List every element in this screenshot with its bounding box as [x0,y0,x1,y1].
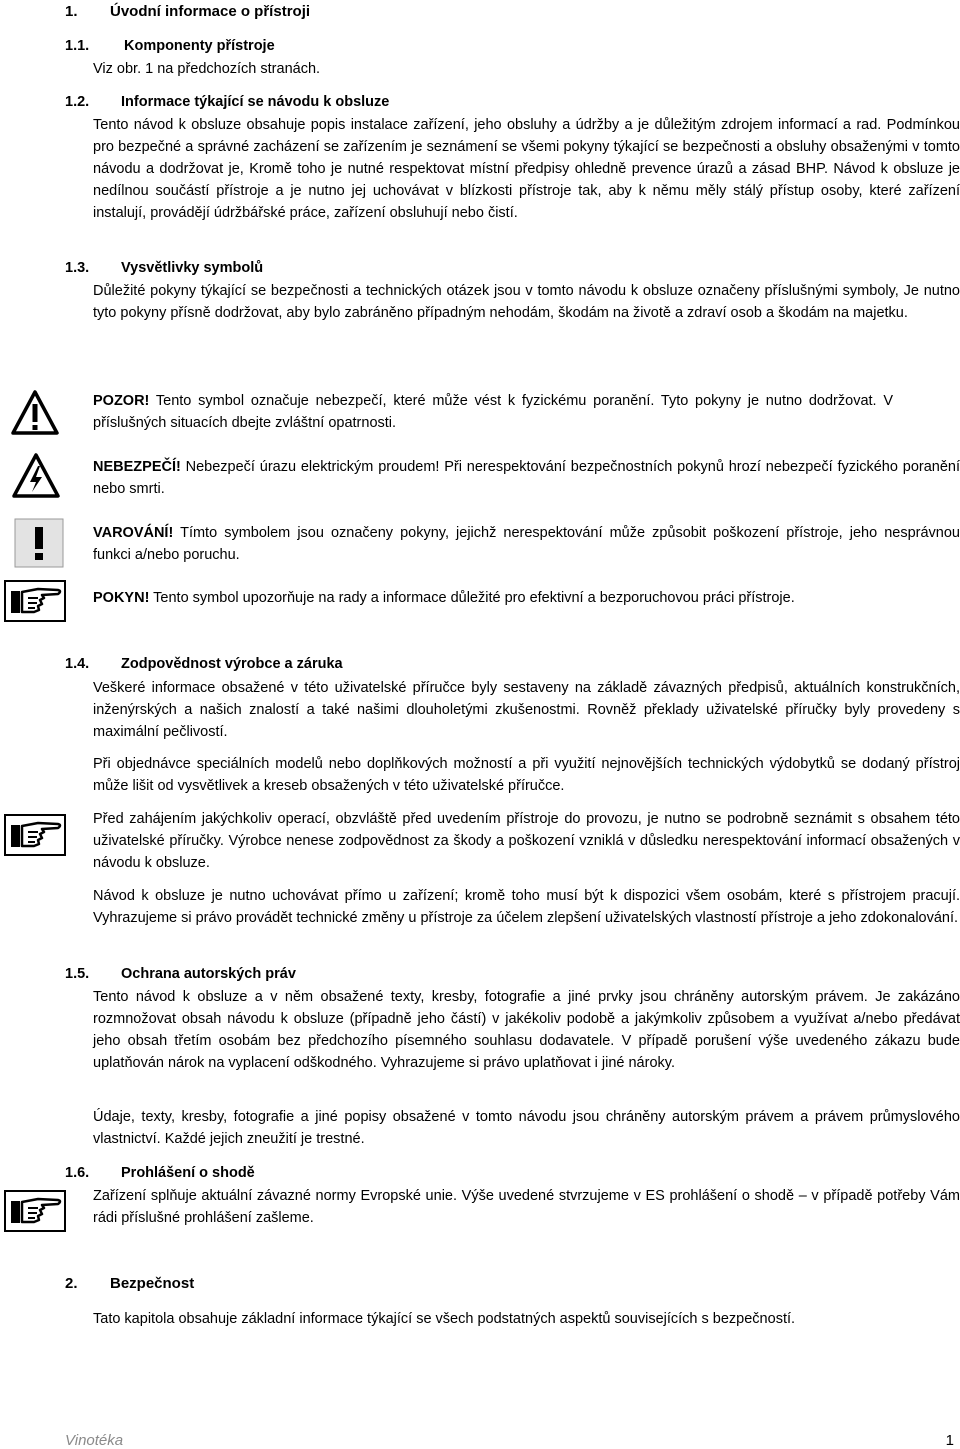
section-text: Důležité pokyny týkající se bezpečnosti a technických otázek jsou v tomto návodu k obsluze označeny příslušnými symboly, Je nutno tyto pokyny přísně dodržovat, aby bylo zabráněno případným nehodám, škodám na životě a zdraví osob a škodám na majetku. [93,283,960,321]
paragraph: Před zahájením jakýchkoliv operací, obzvláště před uvedením přístroje do provozu, je nutno se podrobně seznámit s obsahem této uživatelské příručky. Výrobce nenese zodpovědnost za škody a poškození vzniklá v důsledku nerespektování informací obsažených v návodu k obsluze. [93,811,960,871]
section-title: Informace týkající se návodu k obsluze [121,94,390,110]
section-title: Prohlášení o shodě [121,1165,255,1181]
symbol-text: Tento symbol upozorňuje na rady a informace důležité pro efektivní a bezporuchovou práci přístroje. [149,590,795,606]
paragraph: Tento návod k obsluze a v něm obsažené texty, kresby, fotografie a jiné prvky jsou chráněny autorským právem. Je zakázáno rozmnožovat obsah návodu k obsluze (případně jeho částí) v jakékoliv podobě a jakýmkoliv způsobem a využívat a/nebo předávat jeho obsah třetím osobám bez předchozího písemného souhlasu dodavatele. V případě porušení výše uvedeného zákazu bude uplatňován nárok na vyplacení odškodného. Vyhrazujeme si právo uplatňovat i jiné nároky. [93,989,960,1071]
section-title: Vysvětlivky symbolů [121,260,264,276]
symbol-label: POKYN! [93,590,150,606]
symbol-label: VAROVÁNÍ! [93,525,174,541]
paragraph: Veškeré informace obsažené v této uživatelské příručce byly sestaveny na základě závazných předpisů, aktuálních konstrukčních, inženýrských a našich znalostí a také našimi dlouholetými zkušenostmi. Rovněž překlady uživatelské příručky byly provedeny s maximální pečlivostí. [93,680,960,740]
symbol-description [93,390,893,434]
paragraph: Při objednávce speciálních modelů nebo doplňkových možností a při využití nejnovějších technických výdobytků se dodaný přístroj může lišit od vysvětlivek a kreseb obsažených v této uživatelské příručce. [93,756,960,794]
chapter-heading-1 [65,3,465,20]
paragraph: Návod k obsluze je nutno uchovávat přímo u zařízení; kromě toho musí být k dispozici všem osobám, které s přístrojem pracují. Vyhrazujeme si právo provádět technické změny u přístroje za účelem zlepšení uživatelských vlastností přístroje a jeho zdokonalování. [93,888,960,926]
section-text: Viz obr. 1 na předchozích stranách. [93,61,321,77]
section-number: 1.6. [65,1165,90,1181]
section-number: 1.1. [65,38,90,54]
chapter-number: 2. [65,1275,78,1292]
section-text: Zařízení splňuje aktuální závazné normy Evropské unie. Výše uvedené stvrzujeme v ES prohlášení o shodě – v případě potřeby Vám rádi příslušné prohlášení zašleme. [93,1188,960,1226]
pointing-hand-icon [4,814,66,856]
section-heading-1-6 [0,1162,600,1184]
section-number: 1.5. [65,966,90,982]
section-number: 1.3. [65,260,90,276]
electric-hazard-icon [11,452,61,500]
section-heading-1-2 [0,91,600,113]
symbol-description [93,522,960,566]
footer-product-name: Vinotéka [65,1432,124,1449]
chapter-number: 1. [65,3,78,20]
section-text: Tento návod k obsluze obsahuje popis instalace zařízení, jeho obsluhy a údržby a je důležitým zdrojem informací a rad. Podmínkou pro bezpečné a správné zacházení se zařízením je seznámení se všemi pokyny týkající se bezpečnosti a obsluhy obsaženými v tomto návodu a dodržovat je, Kromě toho je nutné respektovat místní předpisy ohledně prevence úrazů a zásad BHP. Návod k obsluze je nedílnou součástí přístroje a je nutno jej uchovávat v blízkosti přístroje tak, aby k němu měly stálý přístup osoby, které zařízení instalují, provádějí údržbářské práce, zařízení obsluhují nebo čistí. [93,117,960,221]
paragraph: Údaje, texty, kresby, fotografie a jiné popisy obsažené v tomto návodu jsou chráněny autorským právem a právem průmyslového vlastnictví. Každé jejich zneužití je trestné. [93,1109,960,1147]
page-number: 1 [945,1432,954,1449]
section-heading-1-5 [0,963,600,985]
section-number: 1.4. [65,656,90,672]
symbol-text: Tento symbol označuje nebezpečí, které může vést k fyzickému poranění. Tyto pokyny je nutno dodržovat. V příslušných situacích dbejte zvláštní opatrnosti. [93,393,893,431]
warning-triangle-icon [11,389,59,437]
symbol-text: Tímto symbolem jsou označeny pokyny, jejichž nerespektování může způsobit poškození přístroje, jeho nesprávnou funkci a/nebo poruchu. [93,525,960,563]
pointing-hand-icon [4,1190,66,1232]
section-heading-1-4 [0,653,600,675]
symbol-label: NEBEZPEČÍ! [93,459,181,475]
symbol-label: POZOR! [93,393,150,409]
section-title: Komponenty přístroje [124,38,275,54]
chapter-title: Bezpečnost [110,1275,195,1292]
section-title: Ochrana autorských práv [121,966,296,982]
pointing-hand-icon [4,580,66,622]
symbol-description [93,456,960,500]
exclamation-sign-icon [14,518,64,568]
chapter-heading-2 [65,1275,465,1292]
symbol-description [93,587,960,609]
symbol-text: Nebezpečí úrazu elektrickým proudem! Při nerespektování bezpečnostních pokynů hrozí nebezpečí fyzického poranění nebo smrti. [93,459,960,497]
section-title: Zodpovědnost výrobce a záruka [121,656,343,672]
section-heading-1-3 [0,257,600,279]
chapter-title: Úvodní informace o přístroji [110,3,311,20]
section-number: 1.2. [65,94,90,110]
section-heading-1-1 [0,35,600,57]
section-text: Tato kapitola obsahuje základní informace týkající se všech podstatných aspektů souvisejících s bezpečností. [93,1311,796,1327]
